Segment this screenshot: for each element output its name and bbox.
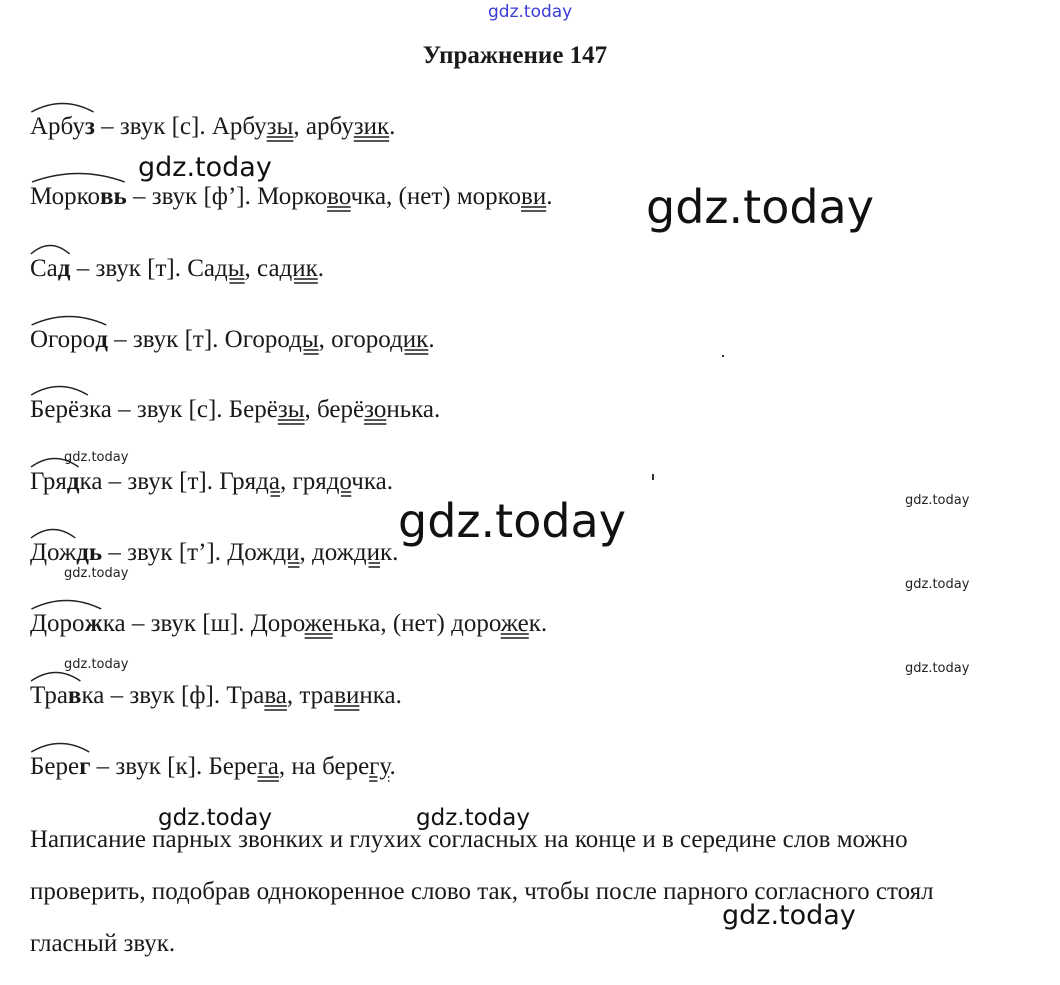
root-arc-icon [30,382,89,396]
watermark-top: gdz.today [488,2,573,22]
watermark: gdz.today [64,450,129,465]
root-arc-icon [30,99,95,113]
exercise-line-7: Дождь – звук [т’]. Дожди, дождик. [30,539,398,567]
watermark: gdz.today [64,657,129,672]
exercise-line-6: Грядка – звук [т]. Гряда, грядочка. [30,468,393,496]
watermark: gdz.today [722,900,856,931]
root-word: Дорож [30,610,103,637]
root-arc-icon [30,312,108,326]
root-arc-icon [30,596,103,610]
watermark: gdz.today [398,494,626,548]
watermark: gdz.today [905,661,970,676]
watermark: gdz.today [646,180,874,234]
watermark: gdz.today [158,805,272,831]
watermark: gdz.today [64,566,129,581]
root-arc-icon [30,169,127,183]
scan-speck [652,474,654,480]
root-word: Гряд [30,468,80,495]
page-title: Упражнение 147 [422,42,608,69]
root-word: Берёз [30,396,89,423]
root-word: Арбуз [30,113,95,140]
exercise-line-8: Дорожка – звук [ш]. Дороженька, (нет) дорожек. [30,610,547,638]
root-word: Дож [30,539,76,566]
root-word: Берег [30,753,90,780]
watermark: gdz.today [905,493,970,508]
exercise-line-2: Морковь – звук [ф’]. Морковочка, (нет) моркови. [30,183,552,211]
root-word: Морковь [30,183,127,210]
rule-paragraph: Написание парных звонких и глухих согласных на конце и в середине слов можно проверить, подобрав однокоренное слово так, чтобы после парного согласного стоял гласный звук. [30,826,934,957]
scan-speck [722,355,724,357]
exercise-line-1: Арбуз – звук [с]. Арбузы, арбузик. [30,113,395,141]
watermark: gdz.today [416,805,530,831]
root-arc-icon [30,241,70,255]
exercise-line-5: Берёзка – звук [с]. Берёзы, берёзонька. [30,396,440,424]
root-arc-icon [30,525,76,539]
root-arc-icon [30,739,90,753]
exercise-line-4: Огород – звук [т]. Огороды, огородик. [30,326,435,354]
exercise-line-3: Сад – звук [т]. Сады, садик. [30,255,324,283]
watermark: gdz.today [905,577,970,592]
watermark: gdz.today [138,152,272,183]
exercise-line-10: Берег – звук [к]. Берега, на берегу. [30,753,396,781]
root-word: Трав [30,682,81,709]
exercise-line-9: Травка – звук [ф]. Трава, травинка. [30,682,402,710]
root-word: Сад [30,255,70,282]
root-word: Огород [30,326,108,353]
